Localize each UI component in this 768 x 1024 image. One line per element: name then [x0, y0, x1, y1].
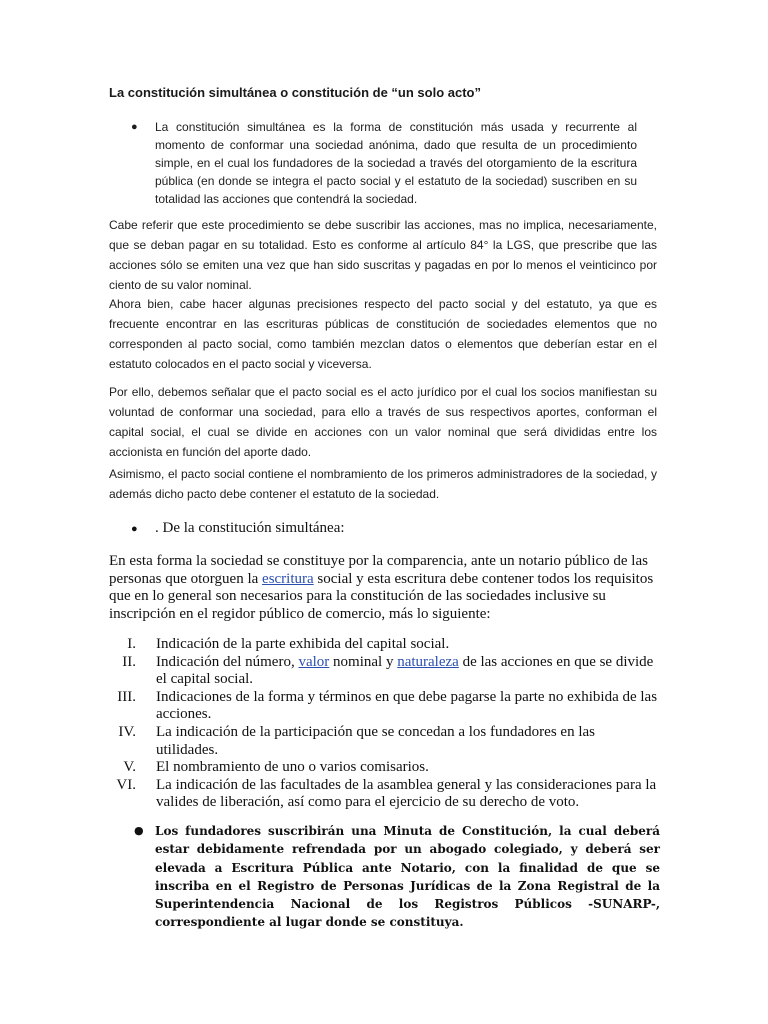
list-item-number: III.: [117, 688, 136, 705]
paragraph-comparencia: [109, 553, 659, 623]
list-item-text: El nombramiento de uno o varios comisarios.: [156, 759, 429, 776]
list-item: [100, 724, 660, 759]
bullet-text: La constitución simultánea es la forma de constitución más usada y recurrente al momento de conformar una sociedad anónima, dado que resulta de un procedimiento simple, en el cual los fundadores de la sociedad a través del otorgamiento de la escritura pública (en donde se integra el pacto social y el estatuto de la sociedad) suscriben en su totalidad las acciones que contendrá la sociedad.: [155, 120, 637, 206]
list-item-text: La indicación de las facultades de la asamblea general y las consideraciones para la valides de liberación, así como para el ejercicio de su derecho de voto.: [156, 776, 657, 811]
paragraph-text-start: En esta forma la sociedad se constituye por la comparencia, ante un notario público de las personas que otorguen la: [109, 553, 648, 587]
list-item-text: nominal y: [329, 653, 398, 670]
paragraph-administradores: Asimismo, el pacto social contiene el nombramiento de los primeros administradores de la sociedad, y además dicho pacto debe contener el estatuto de la sociedad.: [109, 467, 657, 501]
bullet-item-de-la-constitucion: [131, 518, 345, 539]
list-item-text: Indicación de la parte exhibida del capital social.: [156, 636, 450, 652]
list-item-number: V.: [123, 759, 136, 776]
link-naturaleza[interactable]: naturaleza: [397, 653, 459, 670]
paragraph-pacto-social: Por ello, debemos señalar que el pacto social es el acto jurídico por el cual los socios manifiestan su voluntad de conformar una sociedad, para ello a través de sus respectivos aportes, conforman el capital social, el cual se divide en acciones con un valor nominal que será divididas entre los accionista en función del aporte dado.: [109, 385, 657, 459]
paragraph-precisiones: Ahora bien, cabe hacer algunas precisiones respecto del pacto social y del estatuto, ya que es frecuente encontrar en las escrituras públicas de constitución de sociedades elementos que no corresponden al pacto social, como también mezclan datos o elementos que deberían estar en el estatuto colocados en el pacto social y viceversa.: [109, 297, 657, 371]
link-valor[interactable]: valor: [298, 653, 330, 670]
bullet-icon: ●: [131, 121, 138, 133]
list-item: [100, 777, 660, 812]
list-item-text: La indicación de la participación que se concedan a los fundadores en las utilidades.: [156, 723, 595, 758]
list-item-number: IV.: [118, 723, 136, 740]
list-item-number: VI.: [116, 776, 136, 793]
bullet-icon: ●: [131, 523, 138, 535]
list-item: [100, 654, 660, 689]
list-item-number: II.: [122, 653, 136, 670]
bullet-item-fundadores: [134, 822, 660, 932]
paragraph-suscripcion: Cabe referir que este procedimiento se debe suscribir las acciones, mas no implica, necesariamente, que se deban pagar en su totalidad. Esto es conforme al artículo 84° la LGS, que prescribe que las acciones sólo se emiten una vez que han sido suscritas y pagadas en por lo menos el veinticinco por ciento de su valor nominal.: [109, 218, 657, 292]
link-escritura[interactable]: escritura: [262, 570, 314, 587]
list-item: [100, 689, 660, 724]
bullet-text: Los fundadores suscribirán una Minuta de Constitución, la cual deberá estar debidamente refrendada por un abogado colegiado, y deberá ser elevada a Escritura Pública ante Notario, con la finalidad de que se inscriba en el Registro de Personas Jurídicas de la Zona Registral de la Superintendencia Nacional de los Registros Públicos -SUNARP-, correspondiente al lugar donde se constituya.: [155, 824, 660, 930]
bullet-text: . De la constitución simultánea:: [155, 520, 345, 536]
requisitos-list: [100, 636, 660, 812]
bullet-icon: ●: [134, 824, 144, 837]
list-item-number: I.: [127, 636, 136, 652]
list-item-text: Indicaciones de la forma y términos en que debe pagarse la parte no exhibida de las acciones.: [156, 688, 658, 723]
list-item-text: de las acciones en que se divide el capital social.: [156, 653, 654, 688]
list-item: [100, 759, 660, 777]
section-heading: La constitución simultánea o constitución de “un solo acto”: [109, 85, 481, 100]
list-item-text: Indicación del número,: [156, 653, 299, 670]
paragraph-text-end: social y esta escritura debe contener todos los requisitos que en lo general son necesarios para la constitución de las sociedades inclusive su inscripción en el regidor público de comercio, más lo siguiente:: [109, 570, 654, 622]
list-item: [100, 636, 660, 654]
